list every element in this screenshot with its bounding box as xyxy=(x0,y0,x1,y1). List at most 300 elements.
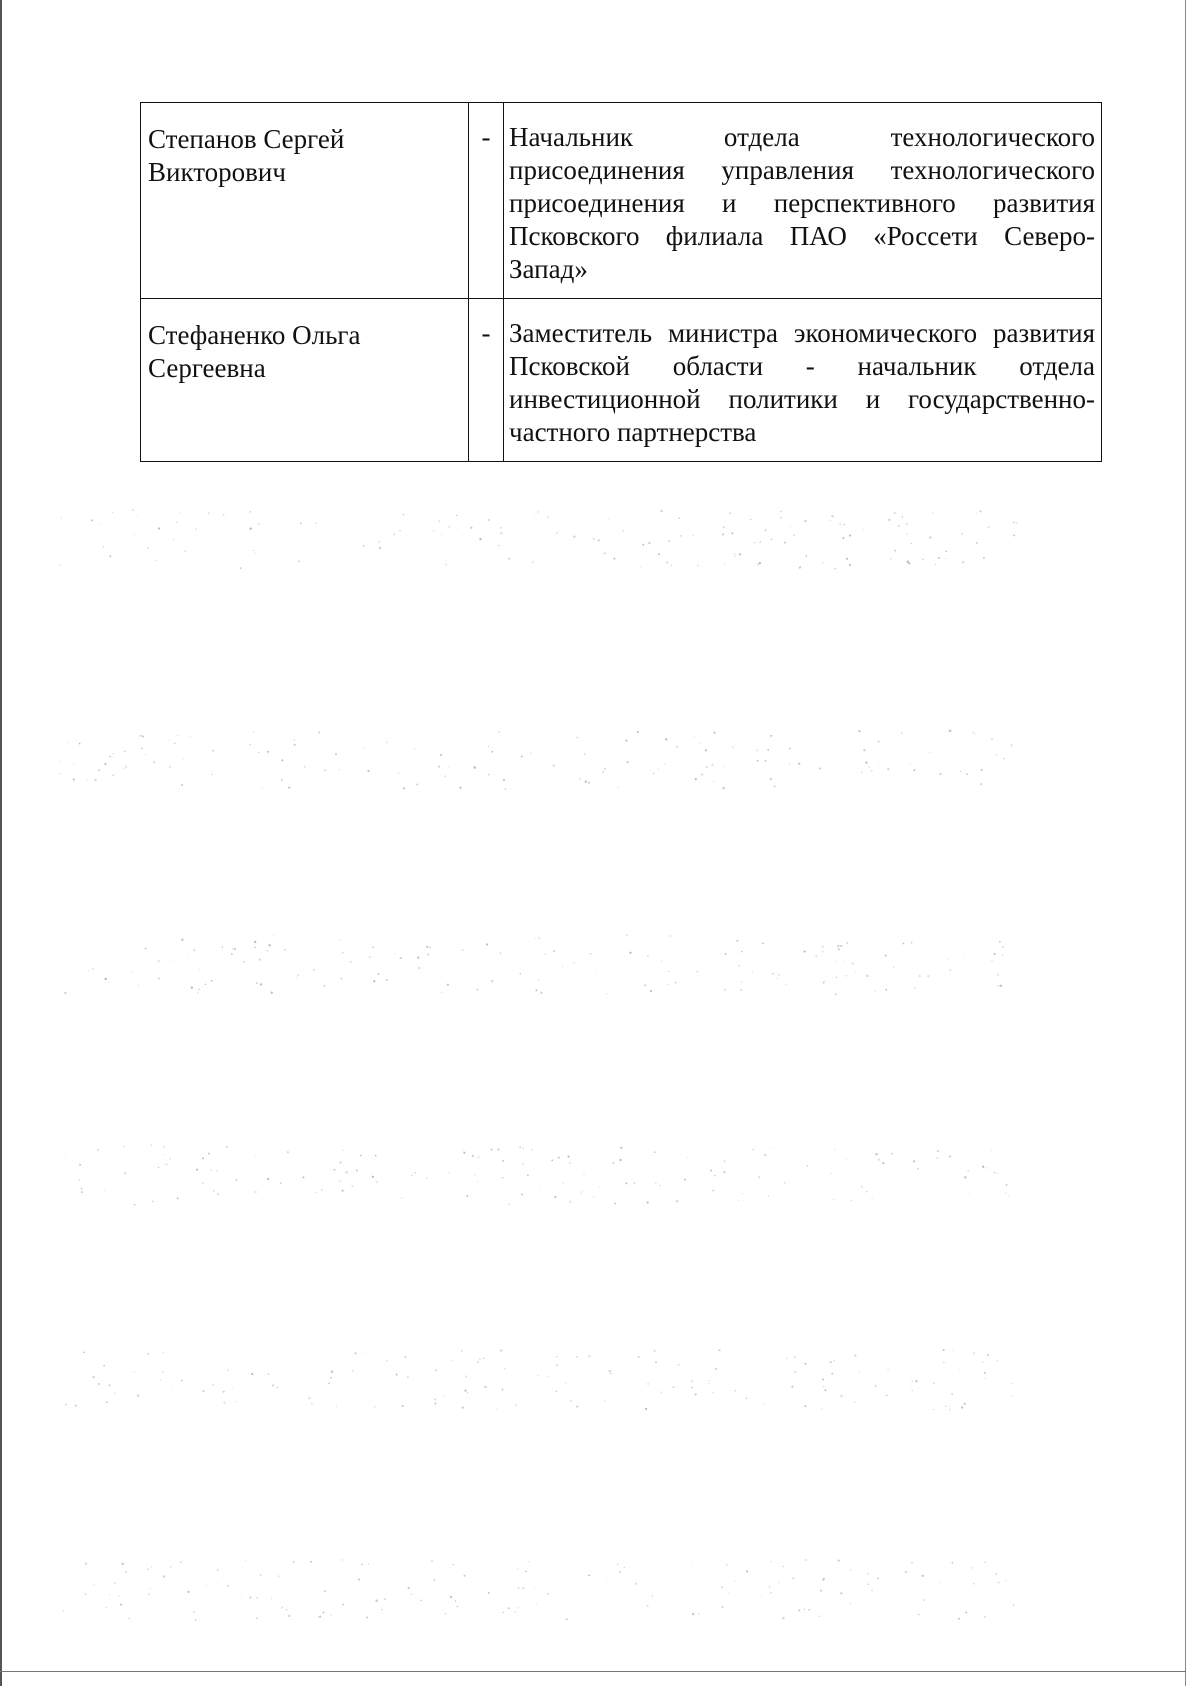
scan-speck xyxy=(420,1599,422,1601)
scan-speck xyxy=(893,966,894,967)
scan-speck xyxy=(835,993,837,995)
scan-speck xyxy=(646,1201,648,1203)
scan-speck xyxy=(298,975,299,976)
scan-speck xyxy=(697,565,699,567)
scan-speck xyxy=(91,519,93,521)
scan-speck xyxy=(676,1200,678,1202)
scan-speck xyxy=(804,1612,805,1613)
scan-speck xyxy=(979,510,981,512)
scan-speck xyxy=(372,1176,374,1178)
scan-speck xyxy=(363,545,365,547)
scan-speck xyxy=(286,1609,288,1611)
scan-speck xyxy=(171,960,172,961)
scan-speck xyxy=(169,766,171,768)
scan-speck xyxy=(669,935,671,937)
scan-speck xyxy=(964,1403,966,1405)
scan-speck xyxy=(132,971,133,972)
scan-speck xyxy=(653,1350,655,1352)
scan-speck xyxy=(158,527,160,529)
scan-speck xyxy=(822,946,824,948)
scan-speck xyxy=(198,989,200,991)
scan-speck xyxy=(664,763,666,765)
scan-speck xyxy=(938,1582,939,1583)
scan-speck xyxy=(987,1354,989,1356)
scan-speck xyxy=(88,970,89,971)
scan-speck xyxy=(825,981,826,982)
scan-speck xyxy=(723,1171,725,1173)
scan-speck xyxy=(367,770,369,772)
scan-speck xyxy=(449,526,451,528)
scan-speck xyxy=(965,1611,967,1613)
scan-speck xyxy=(160,1380,161,1381)
scan-speck xyxy=(808,1609,810,1611)
scan-speck xyxy=(980,783,982,785)
scan-speck xyxy=(735,1390,736,1391)
scan-speck xyxy=(769,1586,771,1588)
scan-speck xyxy=(284,949,286,951)
scan-speck xyxy=(64,992,66,994)
scan-speck xyxy=(724,990,725,991)
scan-speck xyxy=(684,1179,686,1181)
scan-speck xyxy=(840,1395,842,1397)
scan-speck xyxy=(319,1616,321,1618)
scan-speck xyxy=(147,547,149,549)
scan-speck xyxy=(614,1203,616,1205)
scan-speck xyxy=(695,1393,697,1395)
scan-speck xyxy=(342,1190,344,1192)
scan-speck xyxy=(891,1153,893,1155)
scan-speck xyxy=(451,1360,452,1361)
scan-speck xyxy=(438,766,440,768)
scan-speck xyxy=(255,1191,257,1193)
scan-speck xyxy=(648,542,650,544)
scan-speck xyxy=(647,1605,649,1607)
scan-speck xyxy=(588,782,590,784)
scan-speck xyxy=(878,762,879,763)
scan-speck xyxy=(729,512,731,514)
scan-speck xyxy=(417,956,419,958)
scan-speck xyxy=(502,1389,504,1391)
scan-speck xyxy=(973,1583,975,1585)
scan-speck xyxy=(106,1401,108,1403)
scan-speck xyxy=(1005,1193,1006,1194)
scan-speck xyxy=(773,1148,774,1149)
scan-speck xyxy=(195,1619,196,1620)
scan-speck xyxy=(191,986,193,988)
scan-speck xyxy=(137,1394,139,1396)
scan-speck xyxy=(545,954,546,955)
scan-speck xyxy=(211,774,212,775)
scan-speck xyxy=(548,517,549,518)
scan-speck xyxy=(465,1375,467,1377)
scan-speck xyxy=(846,942,848,944)
scan-speck xyxy=(768,1195,770,1197)
scan-speck xyxy=(249,511,251,513)
scan-speck xyxy=(464,1390,466,1392)
scan-speck xyxy=(108,981,109,982)
scan-speck xyxy=(585,780,587,782)
scan-speck xyxy=(590,953,591,954)
scan-speck xyxy=(462,1406,464,1408)
scan-speck xyxy=(358,1579,360,1581)
scan-speck xyxy=(657,769,658,770)
scan-speck xyxy=(715,1368,717,1370)
scan-speck xyxy=(905,1571,907,1573)
scan-speck xyxy=(488,519,490,521)
scan-speck xyxy=(547,1593,549,1595)
scan-speck xyxy=(713,1392,715,1394)
scan-speck xyxy=(604,552,606,554)
scan-speck xyxy=(477,989,479,991)
scan-speck xyxy=(354,1352,356,1354)
scan-speck xyxy=(222,946,223,947)
scan-speck xyxy=(59,565,60,566)
scan-speck xyxy=(517,1569,519,1571)
scan-speck xyxy=(342,952,343,953)
scan-speck xyxy=(673,1386,675,1388)
scan-speck xyxy=(386,741,388,743)
scan-speck xyxy=(660,1185,662,1187)
scan-speck xyxy=(114,1582,116,1584)
scan-speck xyxy=(679,517,681,519)
scan-speck xyxy=(708,1383,710,1385)
scan-speck xyxy=(158,960,160,962)
scan-speck xyxy=(393,534,395,536)
scan-speck xyxy=(629,952,631,954)
scan-speck xyxy=(137,516,138,517)
scan-speck xyxy=(665,738,667,740)
scan-speck xyxy=(128,1618,129,1619)
scan-speck xyxy=(908,562,910,564)
scan-speck xyxy=(323,770,325,772)
scan-speck xyxy=(500,1349,502,1351)
scan-speck xyxy=(692,1613,694,1615)
scan-speck xyxy=(938,557,940,559)
scan-speck xyxy=(793,1577,795,1579)
scan-speck xyxy=(81,1191,83,1193)
scan-speck xyxy=(109,555,111,557)
scan-speck xyxy=(731,532,733,534)
scan-speck xyxy=(778,1582,779,1583)
scan-speck xyxy=(491,980,493,982)
scan-speck xyxy=(734,556,735,557)
scan-speck xyxy=(461,1350,463,1352)
scan-speck xyxy=(660,510,662,512)
scan-speck xyxy=(438,520,440,522)
scan-speck xyxy=(535,989,537,991)
scan-speck xyxy=(945,1406,946,1407)
scan-speck xyxy=(772,973,774,975)
scan-speck xyxy=(339,939,340,940)
scan-speck xyxy=(188,954,189,955)
scan-speck xyxy=(831,1373,833,1375)
scan-speck xyxy=(691,1387,693,1389)
scan-speck xyxy=(753,1149,754,1150)
scan-speck xyxy=(459,787,461,789)
scan-speck xyxy=(678,1364,680,1366)
scan-speck xyxy=(539,1187,540,1188)
scan-speck xyxy=(223,514,224,515)
scan-speck xyxy=(532,561,534,563)
scan-speck xyxy=(894,512,896,514)
scan-speck xyxy=(553,950,555,952)
scan-speck xyxy=(342,1604,344,1606)
scan-speck xyxy=(445,775,447,777)
scan-speck xyxy=(994,1172,995,1173)
scan-speck xyxy=(913,769,915,771)
scan-speck xyxy=(372,946,374,948)
scan-speck xyxy=(488,746,489,747)
scan-speck xyxy=(208,512,210,514)
scan-speck xyxy=(411,1175,412,1176)
scan-speck xyxy=(240,567,242,569)
scan-speck xyxy=(907,561,909,563)
scan-speck xyxy=(1013,1604,1015,1606)
scan-speck xyxy=(164,1154,165,1155)
scan-speck xyxy=(794,1357,795,1358)
scan-speck xyxy=(514,1611,516,1613)
scan-speck xyxy=(373,980,375,982)
scan-speck xyxy=(613,558,615,560)
scan-speck xyxy=(878,1159,880,1161)
scan-speck xyxy=(479,538,481,540)
scan-speck xyxy=(804,951,806,953)
scan-speck xyxy=(932,513,934,515)
scan-speck xyxy=(414,1172,415,1173)
scan-speck xyxy=(694,735,695,736)
scan-speck xyxy=(384,1598,386,1600)
scan-speck xyxy=(940,773,942,775)
scan-speck xyxy=(440,754,442,756)
scan-speck xyxy=(538,980,539,981)
scan-speck xyxy=(861,1186,863,1188)
scan-speck xyxy=(73,778,75,780)
scan-speck xyxy=(187,1591,189,1593)
scan-speck xyxy=(949,730,951,732)
scan-speck xyxy=(915,988,916,989)
scan-speck xyxy=(211,980,213,982)
scan-speck xyxy=(462,949,464,951)
scan-speck xyxy=(750,519,751,520)
scan-speck xyxy=(343,1150,344,1151)
scan-speck xyxy=(166,1163,168,1165)
scan-speck xyxy=(488,1592,490,1594)
scan-speck xyxy=(65,1154,66,1155)
scan-speck xyxy=(520,973,521,974)
scan-speck xyxy=(786,1358,787,1359)
scan-speck xyxy=(764,1154,766,1156)
scan-speck xyxy=(254,553,255,554)
scan-speck xyxy=(227,1369,229,1371)
scan-speck xyxy=(794,535,795,536)
scan-speck xyxy=(519,1146,521,1148)
scan-speck xyxy=(865,761,867,763)
scan-speck xyxy=(562,965,563,966)
scan-speck xyxy=(434,1403,436,1405)
scan-speck xyxy=(757,563,759,565)
scan-speck xyxy=(839,523,841,525)
scan-speck xyxy=(619,1159,621,1161)
scan-speck xyxy=(823,1578,825,1580)
scan-speck xyxy=(237,761,238,762)
scan-speck xyxy=(351,1185,353,1187)
scan-speck xyxy=(341,1559,342,1560)
scan-speck xyxy=(63,1610,65,1612)
scan-speck xyxy=(281,779,283,781)
scan-speck xyxy=(503,779,505,781)
scan-speck xyxy=(521,755,523,757)
scan-speck xyxy=(861,771,863,773)
scan-speck xyxy=(350,961,352,963)
scan-speck xyxy=(569,1201,571,1203)
scan-speck xyxy=(991,1150,992,1151)
scan-speck xyxy=(418,967,420,969)
scan-speck xyxy=(123,1146,125,1148)
scan-speck xyxy=(736,940,738,942)
scan-speck xyxy=(477,1181,478,1182)
scan-speck xyxy=(180,513,181,514)
scan-speck xyxy=(739,553,741,555)
scan-speck xyxy=(869,767,870,768)
scan-speck xyxy=(375,1600,377,1602)
scan-speck xyxy=(714,1175,716,1177)
scan-speck xyxy=(443,1395,444,1396)
scan-speck xyxy=(236,1401,237,1402)
scan-speck xyxy=(838,948,840,950)
scan-speck xyxy=(754,542,755,543)
scan-speck xyxy=(794,1371,796,1373)
scan-speck xyxy=(163,1352,164,1353)
scan-speck xyxy=(610,1373,612,1375)
scan-speck xyxy=(640,566,641,567)
scan-speck xyxy=(362,1352,363,1353)
scan-speck xyxy=(714,732,716,734)
scan-speck xyxy=(313,969,315,971)
scan-speck xyxy=(125,1571,127,1573)
scan-speck xyxy=(887,768,889,770)
scan-speck xyxy=(522,1163,524,1165)
scan-speck xyxy=(940,1581,941,1582)
scan-speck xyxy=(961,533,963,535)
scan-speck xyxy=(982,1166,984,1168)
scan-speck xyxy=(441,992,443,994)
scan-speck xyxy=(523,1147,524,1148)
scan-speck xyxy=(323,1612,325,1614)
scan-speck xyxy=(1008,1195,1009,1196)
scan-speck xyxy=(804,1609,805,1610)
scan-speck xyxy=(911,543,913,545)
scan-speck xyxy=(875,1153,877,1155)
scan-speck xyxy=(100,523,101,524)
scan-speck xyxy=(335,753,337,755)
scan-speck xyxy=(445,563,447,565)
scan-speck xyxy=(637,1356,639,1358)
scan-speck xyxy=(250,528,252,530)
scan-speck xyxy=(268,944,270,946)
scan-speck xyxy=(189,736,191,738)
scan-speck xyxy=(627,761,629,763)
scan-speck xyxy=(456,528,457,529)
scan-speck xyxy=(912,1390,913,1391)
scan-speck xyxy=(798,763,800,765)
scan-speck xyxy=(752,972,753,973)
scan-speck xyxy=(1003,758,1004,759)
scan-speck xyxy=(194,949,196,951)
scan-speck xyxy=(256,982,258,984)
scan-speck xyxy=(951,1393,953,1395)
scan-speck xyxy=(868,1584,869,1585)
scan-speck xyxy=(547,1376,548,1377)
scan-speck xyxy=(65,1404,66,1405)
scan-speck xyxy=(790,526,791,527)
scan-speck xyxy=(582,1191,583,1192)
scan-speck xyxy=(464,1575,466,1577)
scan-speck xyxy=(834,1149,835,1150)
scan-speck xyxy=(605,1581,606,1582)
scan-speck xyxy=(394,953,395,954)
scan-speck xyxy=(637,731,639,733)
scan-speck xyxy=(508,557,510,559)
scan-speck xyxy=(976,542,978,544)
scan-speck xyxy=(260,1574,262,1576)
scan-speck xyxy=(598,1186,599,1187)
scan-speck xyxy=(328,1382,330,1384)
scan-speck xyxy=(913,1160,915,1162)
scan-speck xyxy=(245,1560,246,1561)
scan-speck xyxy=(97,1149,99,1151)
scan-speck xyxy=(922,559,923,560)
scan-speck xyxy=(288,1615,290,1617)
scan-speck xyxy=(708,1380,710,1382)
scan-speck xyxy=(996,754,998,756)
scan-speck xyxy=(176,521,178,523)
scan-speck xyxy=(311,1403,312,1404)
scan-speck xyxy=(262,787,263,788)
scan-speck xyxy=(871,1590,873,1592)
scan-speck xyxy=(969,1193,970,1194)
scan-speck xyxy=(138,1395,139,1396)
scan-speck xyxy=(558,1157,560,1159)
scan-speck xyxy=(352,1370,354,1372)
scan-speck xyxy=(822,1378,824,1380)
scan-speck xyxy=(79,743,81,745)
scan-speck xyxy=(483,1357,485,1359)
page-edge-bottom xyxy=(0,1671,1186,1672)
scan-speck xyxy=(984,1562,985,1563)
scan-speck xyxy=(173,539,174,540)
scan-speck xyxy=(996,1573,998,1575)
scan-speck xyxy=(145,754,146,755)
scan-speck xyxy=(435,1369,437,1371)
scan-speck xyxy=(782,1617,784,1619)
scan-speck xyxy=(360,1155,362,1157)
scan-speck xyxy=(152,1200,154,1202)
scan-speck xyxy=(137,985,138,986)
scan-speck xyxy=(760,562,761,563)
scan-speck xyxy=(849,534,851,536)
scan-speck xyxy=(556,1364,558,1366)
scan-speck xyxy=(1013,534,1015,536)
scan-speck xyxy=(456,515,457,516)
scan-speck xyxy=(945,550,947,552)
scan-speck xyxy=(712,1190,714,1192)
scan-speck xyxy=(75,1405,77,1407)
scan-speck xyxy=(534,517,535,518)
scan-speck xyxy=(843,524,845,526)
table-row xyxy=(141,299,1102,462)
scan-speck xyxy=(735,1581,736,1582)
scan-speck xyxy=(943,1349,945,1351)
